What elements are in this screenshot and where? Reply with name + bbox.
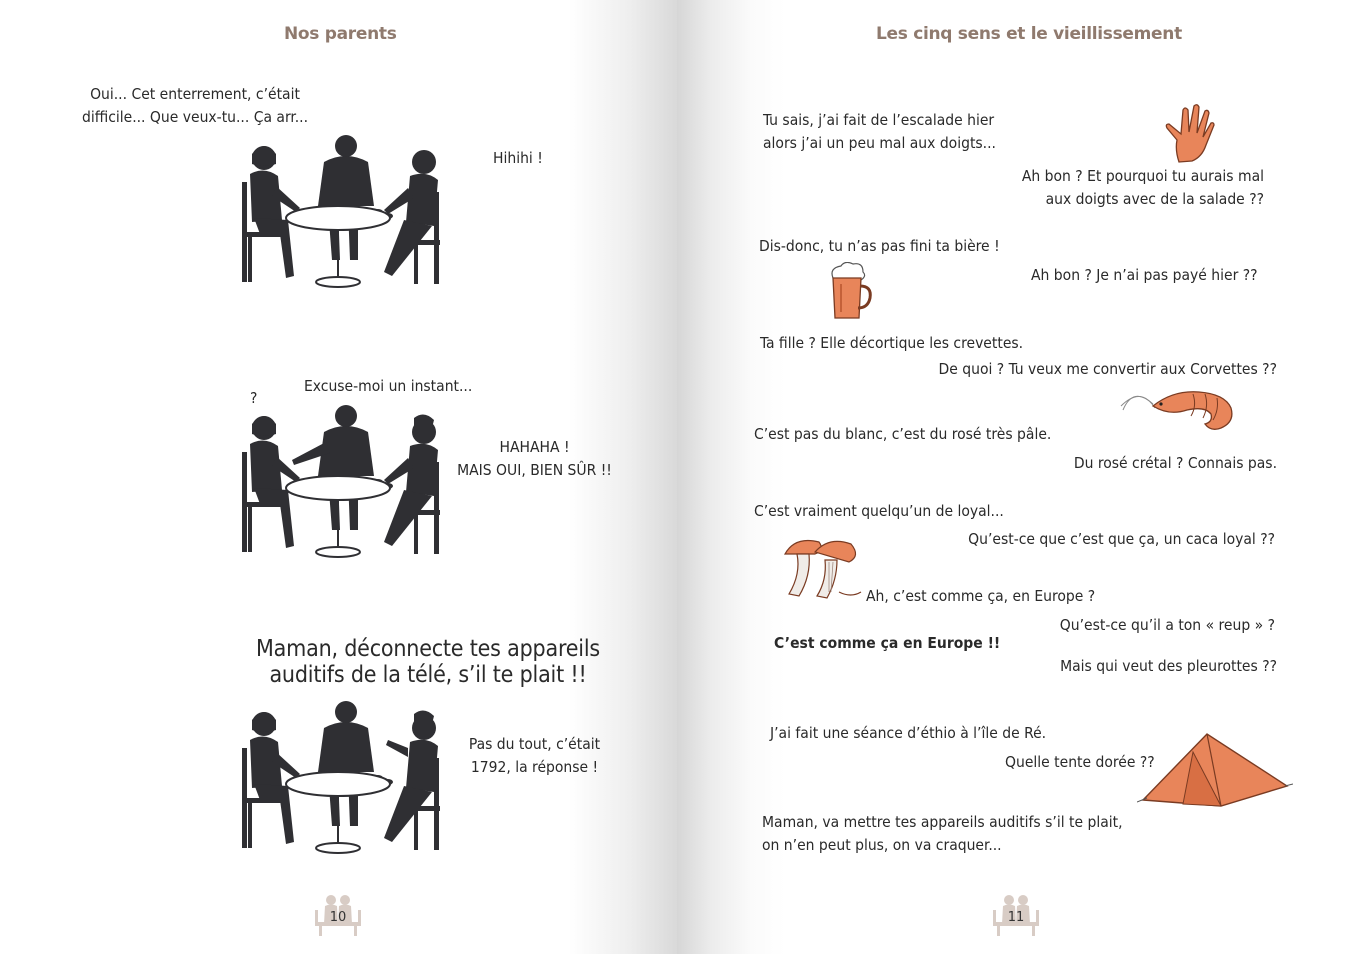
line-paye: Ah bon ? Je n’ai pas payé hier ??: [1031, 266, 1258, 284]
line-reup: Qu’est-ce qu’il a ton « reup » ?: [1059, 616, 1275, 634]
tent-icon: [1137, 728, 1293, 808]
line-europe-a: C’est comme ça en Europe !!: [774, 634, 1001, 652]
scene2-speech-top: Excuse-moi un instant...: [304, 377, 473, 395]
right-page-number-text: 11: [1007, 910, 1025, 925]
line-cretal: Du rosé crétal ? Connais pas.: [1073, 454, 1277, 472]
table-scene-illustration-3: [238, 698, 444, 858]
right-page: [677, 0, 1354, 954]
line-biere: Dis-donc, tu n’as pas fini ta bière !: [759, 237, 1000, 255]
line-europe-q: Ah, c’est comme ça, en Europe ?: [866, 587, 1096, 605]
right-page-number: [991, 892, 1041, 938]
mushroom-icon: [781, 534, 865, 602]
left-page-number: [313, 892, 363, 938]
line-ethio: J’ai fait une séance d’éthio à l’île de Ré.: [770, 724, 1047, 742]
scene3-big-text: Maman, déconnecte tes appareils auditifs de la télé, s’il te plait !!: [256, 636, 600, 688]
line-corvettes: De quoi ? Tu veux me convertir aux Corvettes ??: [938, 360, 1277, 378]
right-page-title: Les cinq sens et le vieillissement: [876, 24, 1182, 44]
line-salade: Ah bon ? Et pourquoi tu aurais mal aux doigts avec de la salade ??: [1021, 167, 1264, 208]
line-tente: Quelle tente dorée ??: [1005, 753, 1155, 771]
line-maman: Maman, va mettre tes appareils auditifs s’il te plait, on n’en peut plus, on va craquer...: [762, 813, 1123, 854]
line-caca: Qu’est-ce que c’est que ça, un caca loyal ??: [968, 530, 1275, 548]
scene1-speech-left: Oui... Cet enterrement, c’était difficile... Que veux-tu... Ça arr...: [81, 85, 309, 126]
left-page-number-text: 10: [329, 910, 347, 925]
scene2-speech-right: HAHAHA ! MAIS OUI, BIEN SÛR !!: [457, 438, 612, 479]
table-scene-illustration-2: [238, 402, 444, 562]
beer-mug-icon: [827, 262, 873, 322]
scene3-speech-right: Pas du tout, c’était 1792, la réponse !: [468, 735, 601, 776]
shrimp-icon: [1117, 384, 1233, 430]
table-scene-illustration-1: [238, 132, 444, 292]
line-rose: C’est pas du blanc, c’est du rosé très pâle.: [754, 425, 1052, 443]
line-escalade: Tu sais, j’ai fait de l’escalade hier alors j’ai un peu mal aux doigts...: [763, 111, 996, 152]
line-crevettes: Ta fille ? Elle décortique les crevettes.: [760, 334, 1024, 352]
left-page-title: Nos parents: [284, 24, 397, 44]
line-loyal: C’est vraiment quelqu’un de loyal...: [754, 502, 1004, 520]
hand-icon: [1165, 104, 1221, 164]
scene2-question: ?: [250, 389, 258, 407]
scene1-speech-right: Hihihi !: [493, 149, 543, 167]
line-pleurottes: Mais qui veut des pleurottes ??: [1060, 657, 1277, 675]
